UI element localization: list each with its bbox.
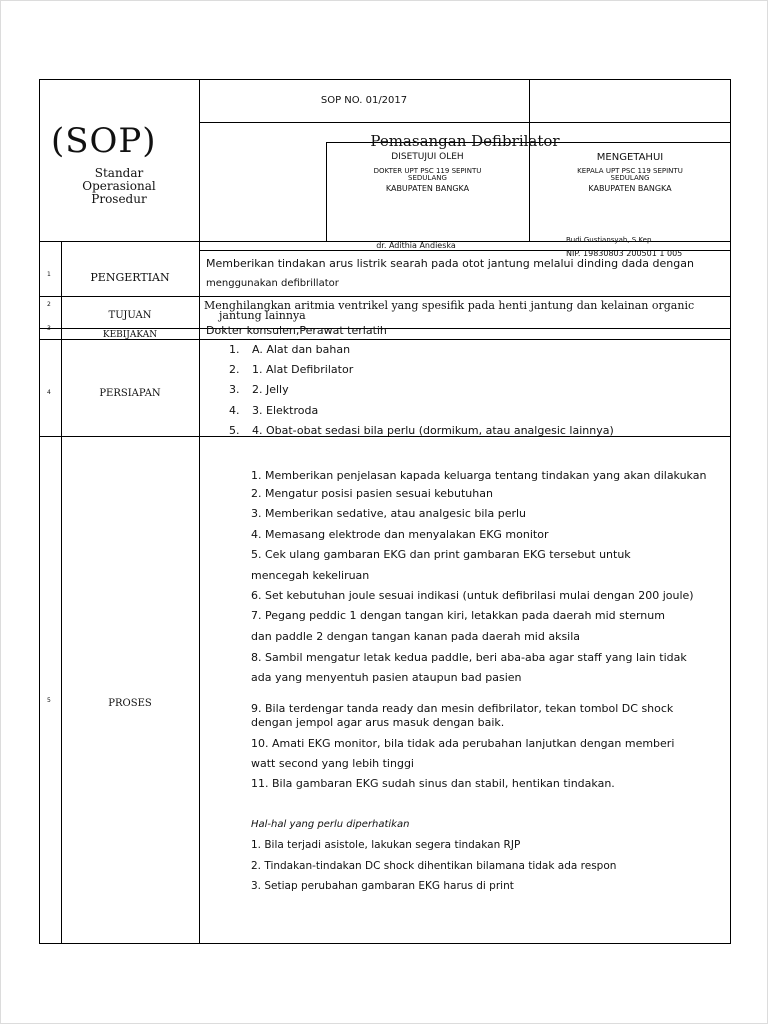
proses-line: 5. Cek ulang gambaran EKG dan print gambaran EKG tersebut untuk xyxy=(251,548,631,561)
table-right-border xyxy=(730,79,731,944)
table-bottom-border xyxy=(39,943,731,944)
approved-heading: DISETUJUI OLEH xyxy=(391,152,464,162)
proses-line: mencegah kekeliruan xyxy=(251,569,370,582)
proses-line: 7. Pegang peddic 1 dengan tangan kiri, letakkan pada daerah mid sternum xyxy=(251,609,665,622)
proses-line: ada yang menyentuh pasien ataupun bad pasien xyxy=(251,671,522,684)
proses-line: 6. Set kebutuhan joule sesuai indikasi (untuk defibrilasi mulai dengan 200 joule) xyxy=(251,589,694,602)
persiapan-item-3: 2. Jelly xyxy=(252,383,289,396)
row-label-kebijakan: KEBIJAKAN xyxy=(102,330,158,340)
proses-line: 11. Bila gambaran EKG sudah sinus dan stabil, hentikan tindakan. xyxy=(251,777,615,790)
proses-line: 10. Amati EKG monitor, bila tidak ada perubahan lanjutkan dengan memberi xyxy=(251,737,675,750)
sop-logo: (SOP) xyxy=(51,121,157,161)
approved-region: KABUPATEN BANGKA xyxy=(385,184,470,193)
kebijakan-text: Dokter konsulen,Perawat terlatih xyxy=(206,324,387,337)
row-label-tujuan: TUJUAN xyxy=(108,310,152,321)
pengertian-text-line-2: menggunakan defibrillator xyxy=(206,278,339,289)
proses-line: 3. Memberikan sedative, atau analgesic bila perlu xyxy=(251,507,527,520)
sop-number: SOP NO. 01/2017 xyxy=(320,95,408,106)
row-label-proses: PROSES xyxy=(108,698,152,709)
persiapan-num-1: 1. xyxy=(229,343,240,356)
row-number-3: 3 xyxy=(47,325,51,332)
proses-note: 2. Tindakan-tindakan DC shock dihentikan bilamana tidak ada respon xyxy=(251,860,617,872)
proses-line: dan paddle 2 dengan tangan kanan pada daerah mid aksila xyxy=(251,630,581,643)
row-number-1: 1 xyxy=(47,271,51,278)
approved-org-line-2: SEDULANG xyxy=(408,174,447,182)
sop-subtitle-line-3: Prosedur xyxy=(91,192,147,206)
approved-org-line-1: DOKTER UPT PSC 119 SEPINTU xyxy=(373,167,482,175)
row-number-5: 5 xyxy=(47,697,51,704)
document-title: Pemasangan Defibrilator xyxy=(370,132,560,150)
known-org-line-1: KEPALA UPT PSC 119 SEPINTU xyxy=(577,167,683,175)
known-region: KABUPATEN BANGKA xyxy=(588,184,672,193)
persiapan-item-1: A. Alat dan bahan xyxy=(252,343,351,356)
known-org-line-2: SEDULANG xyxy=(610,174,650,182)
row-number-divider xyxy=(61,241,62,944)
row-number-2: 2 xyxy=(47,301,51,308)
sop-subtitle-line-2: Operasional xyxy=(82,179,156,193)
tujuan-text-line-2: jantung lainnya xyxy=(219,309,306,322)
header-sopno-bottom xyxy=(199,122,731,123)
table-top-border xyxy=(39,79,731,80)
proses-line: 9. Bila terdengar tanda ready dan mesin defibrilator, tekan tombol DC shock xyxy=(251,702,674,715)
proses-notes-heading: Hal-hal yang perlu diperhatikan xyxy=(251,819,410,830)
tujuan-text-line-1: Menghilangkan aritmia ventrikel yang spesifik pada henti jantung dan kelainan organic xyxy=(204,299,695,312)
proses-line: 4. Memasang elektrode dan menyalakan EKG monitor xyxy=(251,528,549,541)
proses-note: 1. Bila terjadi asistole, lakukan segera tindakan RJP xyxy=(251,839,521,851)
row-separator-1 xyxy=(39,296,731,297)
persiapan-item-5: 4. Obat-obat sedasi bila perlu (dormikum, atau analgesic lainnya) xyxy=(252,424,614,437)
proses-note: 3. Setiap perubahan gambaran EKG harus di print xyxy=(251,880,514,892)
proses-line: 2. Mengatur posisi pasien sesuai kebutuhan xyxy=(251,487,493,500)
row-number-4: 4 xyxy=(47,389,51,396)
known-name: Budi Gustiansyah, S.Kep xyxy=(566,236,652,244)
sop-subtitle-line-1: Standar xyxy=(94,166,144,180)
table-left-border xyxy=(39,79,40,944)
proses-line: 1. Memberikan penjelasan kapada keluarga tentang tindakan yang akan dilakukan xyxy=(251,469,707,482)
row-label-pengertian: PENGERTIAN xyxy=(90,271,170,284)
known-heading: MENGETAHUI xyxy=(596,152,664,163)
known-nip: NIP. 19830803 200501 1 005 xyxy=(566,249,683,258)
persiapan-num-3: 3. xyxy=(229,383,240,396)
persiapan-num-5: 5. xyxy=(229,424,240,437)
pengertian-text-line-1: Memberikan tindakan arus listrik searah pada otot jantung melalui dinding dada dengan xyxy=(206,257,694,270)
persiapan-item-2: 1. Alat Defibrilator xyxy=(252,363,354,376)
header-divider-left xyxy=(199,79,200,944)
proses-line: watt second yang lebih tinggi xyxy=(251,757,414,770)
persiapan-item-4: 3. Elektroda xyxy=(252,404,319,417)
proses-line: 8. Sambil mengatur letak kedua paddle, beri aba-aba agar staff yang lain tidak xyxy=(251,651,687,664)
row-label-persiapan: PERSIAPAN xyxy=(99,388,161,399)
proses-line: dengan jempol agar arus masuk dengan baik. xyxy=(251,716,505,729)
persiapan-num-2: 2. xyxy=(229,363,240,376)
persiapan-num-4: 4. xyxy=(229,404,240,417)
approved-name: dr. Adithia Andieska xyxy=(376,241,456,250)
